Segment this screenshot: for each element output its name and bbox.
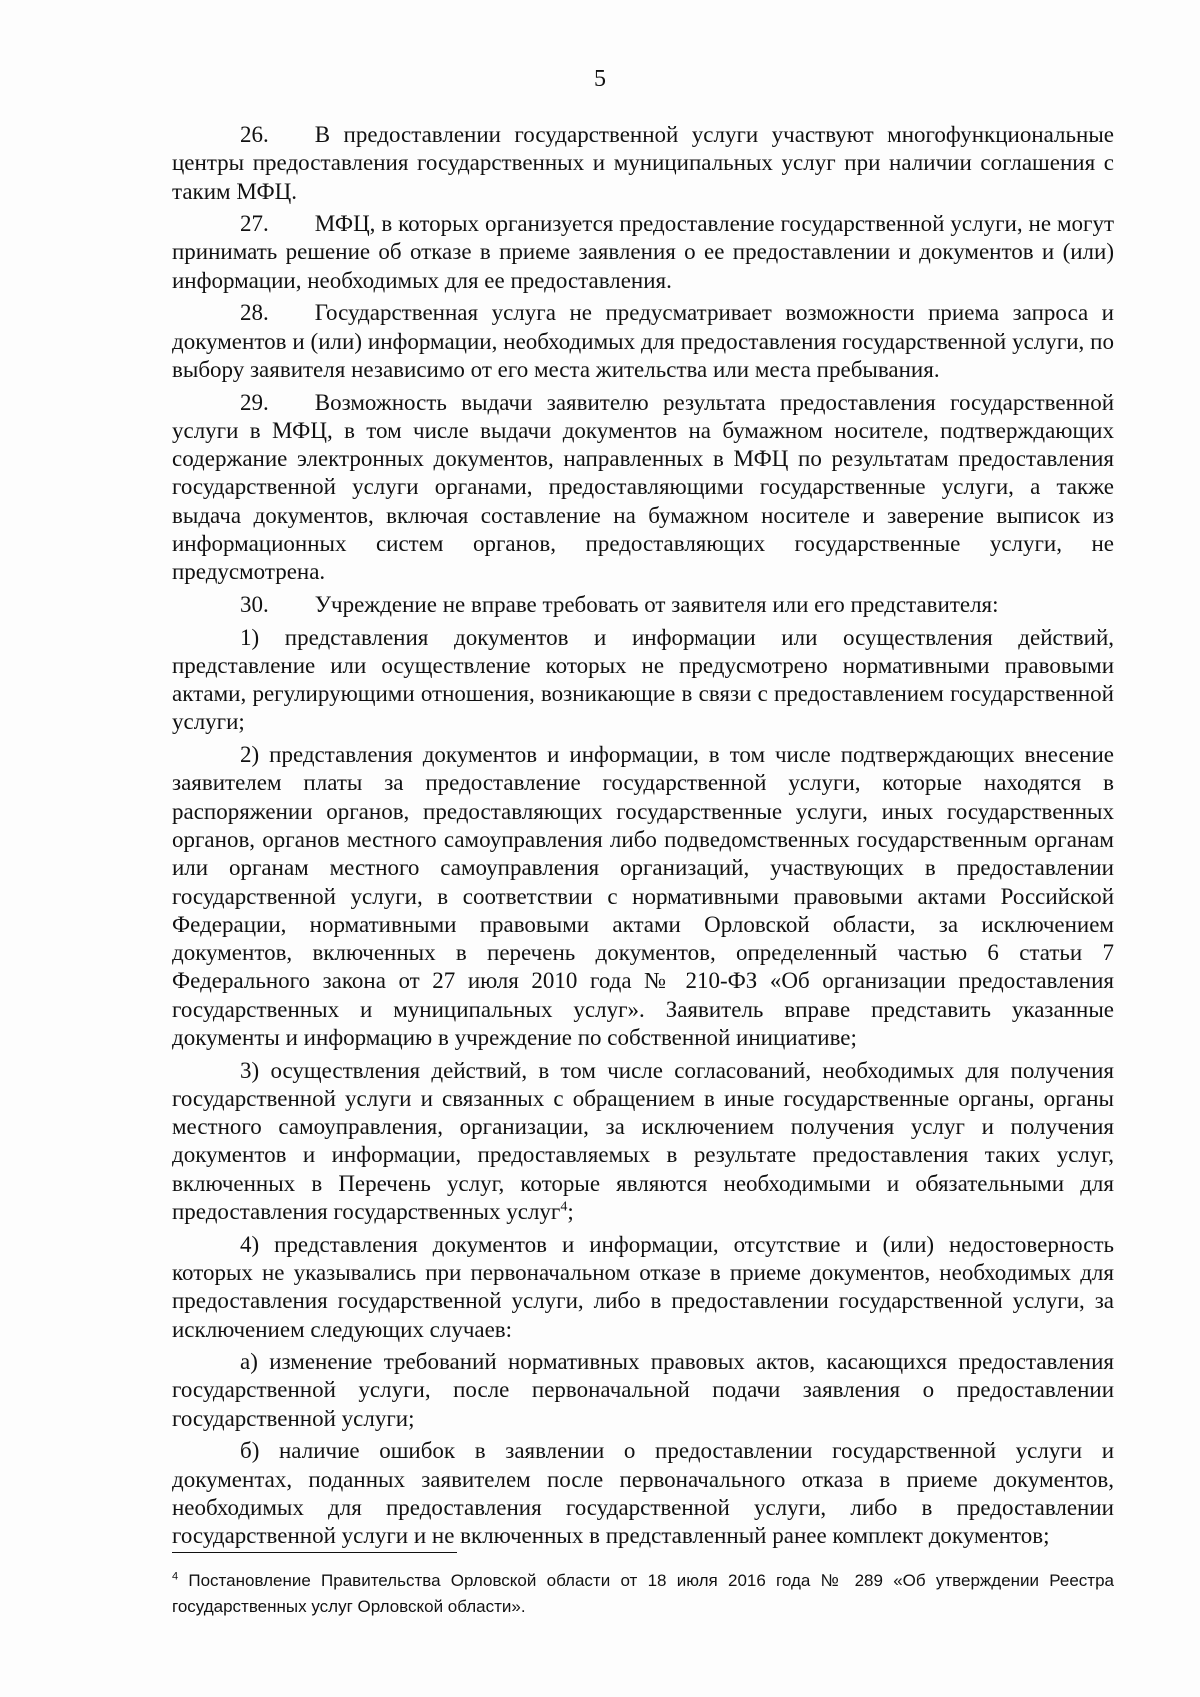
page-number: 5 xyxy=(594,66,606,92)
footnote-text: Постановление Правительства Орловской области от 18 июля 2016 года № 289 «Об утверждении Реестра государственных услуг Орловской области». xyxy=(172,1571,1114,1616)
footnote xyxy=(172,1568,1114,1620)
list-item-2: 2) представления документов и информации, в том числе подтверждающих внесение заявителем платы за предоставление государственной услуги, которые находятся в распоряжении органов, предоставляющих государственные услуги, иных государственных органов, органов местного самоуправления либо подведомственных государственным органам или органам местного самоуправления организаций, участвующих в предоставлении государственной услуги, в соответствии с нормативными правовыми актами Российской Федерации, нормативными правовыми актами Орловской области, за исключением документов, включенных в перечень документов, определенный частью 6 статьи 7 Федерального закона от 27 июля 2010 года № 210-ФЗ «Об организации предоставления государственных и муниципальных услуг». Заявитель вправе представить указанные документы и информацию в учреждение по собственной инициативе; xyxy=(172,742,1114,1050)
list-item-3-text: 3) осуществления действий, в том числе согласований, необходимых для получения государственной услуги и связанных с обращением в иные государственные органы, органы местного самоуправления, организации, за исключением получения услуг и получения документов и информации, предоставляемых в результате предоставления таких услуг, включенных в Перечень услуг, которые являются необходимыми и обязательными для предоставления государственных услуг xyxy=(172,1057,1114,1225)
list-item-1: 1) представления документов и информации или осуществления действий, представление или осуществление которых не предусмотрено нормативными правовыми актами, регулирующими отношения, возникающие в связи с предоставлением государственной услуги; xyxy=(172,624,1114,735)
paragraph-27: 27. МФЦ, в которых организуется предоставление государственной услуги, не могут принимать решение об отказе в приеме заявления о ее предоставлении и документов и (или) информации, необходимых для ее предоставления. xyxy=(172,211,1114,293)
paragraph-30: 30. Учреждение не вправе требовать от заявителя или его представителя: xyxy=(240,591,999,617)
list-item-3 xyxy=(172,1057,1114,1227)
footnote-mark: 4 xyxy=(172,1570,179,1583)
list-item-4: 4) представления документов и информации, отсутствие и (или) недостоверность которых не указывались при первоначальном отказе в приеме документов, необходимых для предоставления государственной услуги, либо в предоставлении государственной услуги, за исключением следующих случаев: xyxy=(172,1231,1114,1342)
footnote-separator xyxy=(172,1552,457,1553)
list-item-3-tail: ; xyxy=(567,1199,574,1225)
paragraph-28: 28. Государственная услуга не предусматривает возможности приема запроса и документов и (или) информации, необходимых для предоставления государственной услуги, по выбору заявителя независимо от его места жительства или места пребывания. xyxy=(172,300,1114,382)
sub-item-a: а) изменение требований нормативных правовых актов, касающихся предоставления государственной услуги, после первоначальной подачи заявления о предоставлении государственной услуги; xyxy=(172,1349,1114,1431)
sub-item-b: б) наличие ошибок в заявлении о предоставлении государственной услуги и документах, поданных заявителем после первоначального отказа в приеме документов, необходимых для предоставления государственной услуги, либо в предоставлении государственной услуги и не включенных в представленный ранее комплект документов; xyxy=(172,1438,1114,1549)
paragraph-26: 26. В предоставлении государственной услуги участвуют многофункциональные центры предоставления государственных и муниципальных услуг при наличии соглашения с таким МФЦ. xyxy=(172,122,1114,204)
document-body xyxy=(172,121,1114,1555)
paragraph-29: 29. Возможность выдачи заявителю результата предоставления государственной услуги в МФЦ, в том числе выдачи документов на бумажном носителе, подтверждающих содержание электронных документов, направленных в МФЦ по результатам предоставления государственной услуги органами, предоставляющими государственные услуги, а также выдача документов, включая составление на бумажном носителе и заверение выписок из информационных систем органов, предоставляющих государственные услуги, не предусмотрена. xyxy=(172,389,1114,585)
footnote-reference: 4 xyxy=(560,1199,568,1215)
